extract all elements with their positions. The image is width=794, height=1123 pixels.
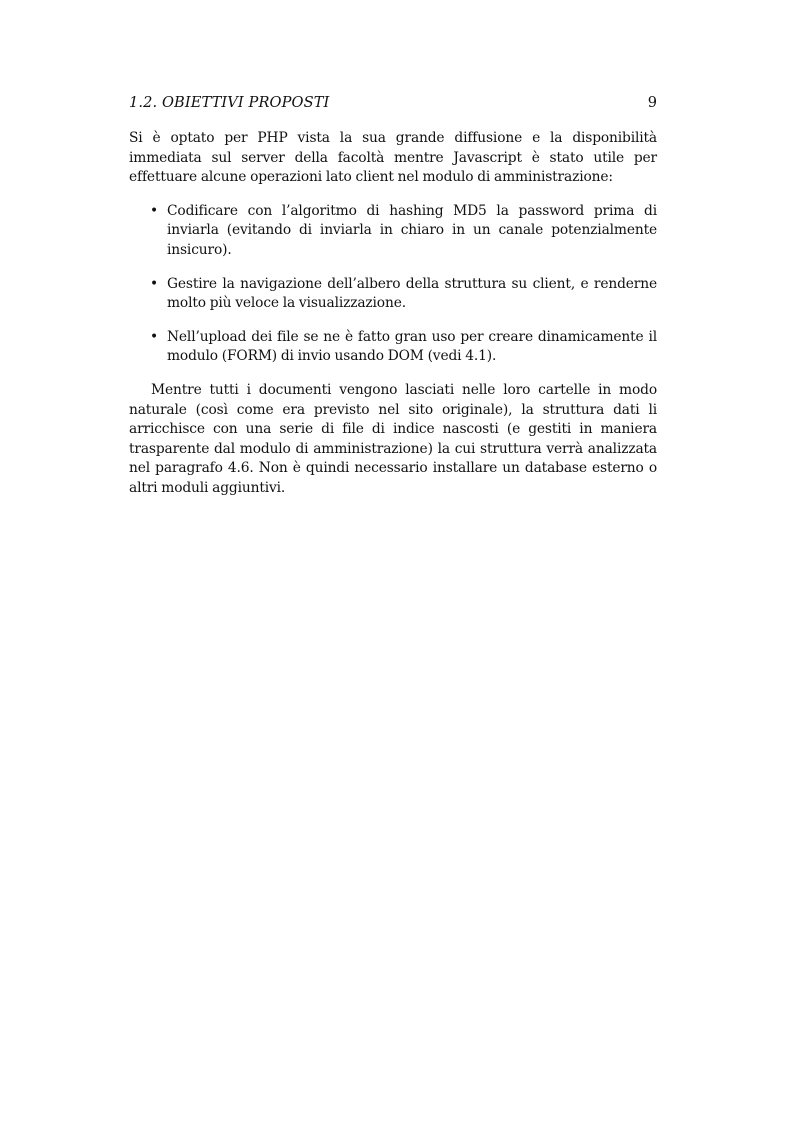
document-page — [129, 92, 657, 499]
list-item-text: Nell’upload dei file se ne è fatto gran uso per creare dinamicamente il modulo (FORM) di invio usando DOM (vedi 4.1). — [167, 328, 657, 365]
list-item — [129, 275, 657, 314]
running-header — [129, 92, 657, 114]
list-item-text: Codificare con l’algoritmo di hashing MD5 la password prima di inviarla (evitando di inviarla in chiaro in un canale potenzialmente insicuro). — [167, 202, 657, 258]
closing-paragraph: Mentre tutti i documenti vengono lasciati nelle loro cartelle in modo naturale (così come era previsto nel sito originale), la struttura dati li arricchisce con una serie di file di indice nascosti (e gestiti in maniera trasparente dal modulo di amministrazione) la cui struttura verrà analizzata nel paragrafo 4.6. Non è quindi necessario installare un database esterno o altri moduli aggiuntivi. — [129, 381, 657, 496]
section-heading: 1.2. OBIETTIVI PROPOSTI — [129, 94, 330, 111]
list-item-text: Gestire la navigazione dell’albero della struttura su client, e renderne molto più veloce la visualizzazione. — [167, 275, 657, 312]
page-number: 9 — [647, 94, 657, 111]
list-item — [129, 328, 657, 367]
bullet-list — [129, 202, 657, 367]
list-item — [129, 202, 657, 261]
bullet-icon: • — [150, 328, 159, 345]
intro-paragraph: Si è optato per PHP vista la sua grande diffusione e la disponibilità immediata sul server della facoltà mentre Javascript è stato utile per effettuare alcune operazioni lato client nel modulo di amministrazione: — [129, 130, 657, 186]
bullet-icon: • — [150, 275, 159, 292]
bullet-icon: • — [150, 202, 159, 219]
